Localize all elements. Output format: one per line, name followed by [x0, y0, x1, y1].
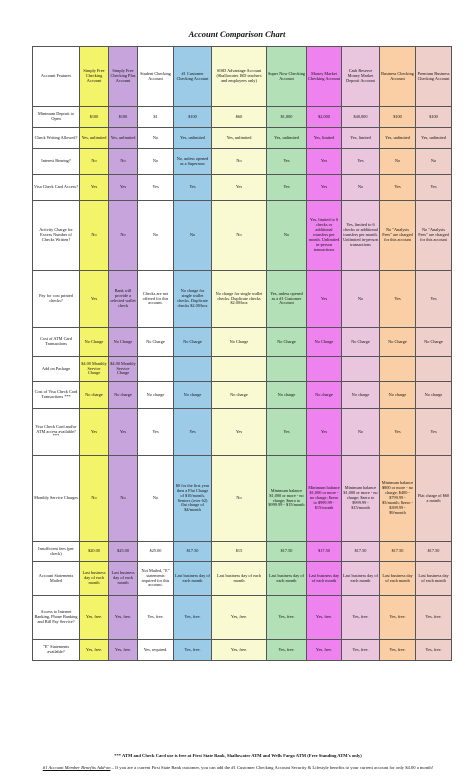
table-cell: No: [138, 149, 174, 175]
table-cell: Yes: [380, 271, 416, 328]
table-cell: Yes: [380, 175, 416, 201]
row-label: Minimum Deposit to Open: [33, 107, 80, 128]
table-cell: Last business day of each month: [380, 562, 416, 596]
page-title: Account Comparison Chart: [188, 29, 286, 39]
table-cell: Yes: [267, 149, 307, 175]
table-cell: No: [342, 175, 380, 201]
row-label: Add on Package: [33, 357, 80, 382]
table-cell: $100: [174, 107, 212, 128]
table-cell: Yes, free.: [380, 596, 416, 640]
table-cell: No: [174, 201, 212, 271]
table-cell: Last business day of each month: [174, 562, 212, 596]
row-label: Visa Check Card and/or ATM access available? ***: [33, 409, 80, 456]
table-cell: Yes: [342, 149, 380, 175]
table-cell: $4.00 Monthly Service Charge: [109, 357, 138, 382]
table-cell: Yes: [416, 271, 452, 328]
table-cell: Yes, required.: [138, 640, 174, 661]
table-cell: Yes: [138, 409, 174, 456]
table-row: [33, 107, 452, 128]
table-cell: No: [342, 409, 380, 456]
table-cell: $17.50: [416, 542, 452, 562]
table-cell: $4.00 Monthly Service Charge: [80, 357, 109, 382]
table-cell: $100: [109, 107, 138, 128]
column-header: Business Checking Account: [380, 47, 416, 107]
table-cell: Yes, free.: [307, 596, 342, 640]
table-cell: Yes, free.: [267, 596, 307, 640]
table-cell: $17.50: [307, 542, 342, 562]
column-header: Simply Free Checking Account: [80, 47, 109, 107]
table-row: [33, 562, 452, 596]
table-cell: No charge: [174, 382, 212, 409]
table-cell: Yes, unlimited: [80, 128, 109, 149]
table-cell: Yes: [212, 175, 267, 201]
table-cell: No Charge: [267, 328, 307, 357]
table-cell: $100: [380, 107, 416, 128]
table-cell: Yes, unlimited: [416, 128, 452, 149]
table-cell: [416, 357, 452, 382]
table-cell: Yes: [138, 175, 174, 201]
table-cell: No Charge: [342, 328, 380, 357]
table-cell: Yes, unlimited: [267, 128, 307, 149]
table-cell: [380, 357, 416, 382]
table-cell: No charge: [380, 382, 416, 409]
table-cell: [267, 357, 307, 382]
table-cell: Checks are not offered for this account.: [138, 271, 174, 328]
table-row: [33, 128, 452, 149]
table-cell: [307, 357, 342, 382]
table-cell: Yes, limited: [307, 128, 342, 149]
table-cell: Yes: [307, 175, 342, 201]
table-cell: Yes: [307, 409, 342, 456]
table-cell: Last business day of each month: [416, 562, 452, 596]
table-cell: No: [80, 149, 109, 175]
table-cell: No: [138, 456, 174, 542]
table-cell: Yes: [307, 271, 342, 328]
table-cell: Bank will provide a selected wallet check: [109, 271, 138, 328]
table-cell: No: [267, 201, 307, 271]
table-cell: Not Mailed, "E" statements required for this account.: [138, 562, 174, 596]
table-cell: Last business day of each month: [307, 562, 342, 596]
table-cell: Yes, free.: [109, 596, 138, 640]
row-label: Visa Check Card Access?: [33, 175, 80, 201]
table-cell: No: [80, 201, 109, 271]
table-cell: [138, 357, 174, 382]
table-cell: [212, 357, 267, 382]
table-cell: Yes: [80, 175, 109, 201]
table-cell: No: [212, 201, 267, 271]
column-header-features: Account Features: [33, 47, 80, 107]
table-cell: No charge: [307, 382, 342, 409]
table-cell: No Charge: [416, 328, 452, 357]
table-cell: No Charge: [380, 328, 416, 357]
table-cell: No "Analysis Fees" are charged for this account: [416, 201, 452, 271]
row-label: Access to Internet Banking, Phone Banking and Bill Pay Service?: [33, 596, 80, 640]
table-cell: No charge for single wallet checks. Duplicate checks $2.00/box: [212, 271, 267, 328]
table-row: [33, 409, 452, 456]
row-label: Monthly Service Charges: [33, 456, 80, 542]
table-cell: [342, 357, 380, 382]
column-header: Cash Reserve Money Market Deposit Account: [342, 47, 380, 107]
column-header: Premium Business Checking Account: [416, 47, 452, 107]
table-cell: Yes, limited: [342, 128, 380, 149]
row-label: Pay for cost printed checks?: [33, 271, 80, 328]
table-cell: Yes: [109, 175, 138, 201]
table-cell: Yes, limited to 6 checks or additional transfers per month. Unlimited in-person transactions: [342, 201, 380, 271]
footnote-atm: *** ATM and Check Card use is free at First State Bank, Shallowater ATM and Wells Fargo ATM (Free Standing ATM's only): [114, 753, 362, 758]
column-header: SISD Advantage Account (Shallowater ISD teachers and employees only): [212, 47, 267, 107]
table-row: [33, 382, 452, 409]
table-cell: No: [138, 128, 174, 149]
table-cell: No: [416, 149, 452, 175]
table-row: [33, 201, 452, 271]
table-cell: Yes, free.: [174, 596, 212, 640]
table-cell: $1: [138, 107, 174, 128]
table-cell: [174, 357, 212, 382]
comparison-table: [32, 46, 452, 661]
table-cell: Minimum balance $800 or more - no charge; $400 - $799.99 - $5/month; $zero - $399.99 - $9/month: [380, 456, 416, 542]
table-cell: $1,000: [267, 107, 307, 128]
table-cell: No Charge: [307, 328, 342, 357]
table-cell: No: [138, 201, 174, 271]
table-cell: $25.00: [109, 542, 138, 562]
table-cell: Yes: [80, 409, 109, 456]
table-cell: Yes, free.: [174, 640, 212, 661]
row-label: Insufficient fees (per check): [33, 542, 80, 562]
table-cell: Yes: [416, 175, 452, 201]
table-row: [33, 596, 452, 640]
table-cell: No: [342, 271, 380, 328]
table-cell: No charge: [416, 382, 452, 409]
table-cell: Yes, free.: [80, 640, 109, 661]
row-label: "E" Statements available?: [33, 640, 80, 661]
table-cell: Yes, free.: [380, 640, 416, 661]
column-header: Student Checking Account: [138, 47, 174, 107]
table-cell: Last business day of each month: [80, 562, 109, 596]
table-cell: No Charge: [109, 328, 138, 357]
table-cell: No: [109, 149, 138, 175]
table-row: [33, 149, 452, 175]
table-cell: No: [109, 456, 138, 542]
table-cell: $17.50: [174, 542, 212, 562]
table-cell: Yes, free.: [342, 640, 380, 661]
table-cell: $15: [212, 542, 267, 562]
row-label: Cost of ATM Card Transactions: [33, 328, 80, 357]
column-header: #1 Customer Checking Account: [174, 47, 212, 107]
table-cell: No charge: [80, 382, 109, 409]
table-row: [33, 357, 452, 382]
table-row: [33, 271, 452, 328]
table-cell: Yes: [267, 175, 307, 201]
table-cell: $17.50: [380, 542, 416, 562]
table-cell: Yes: [174, 175, 212, 201]
table-cell: $60: [212, 107, 267, 128]
table-cell: $100: [416, 107, 452, 128]
header-row: [33, 47, 452, 107]
table-cell: Yes, unlimited: [109, 128, 138, 149]
footnote-benefits-text: – If you are a current First State Bank customer, you can add the #1 Customer Checking Account Security & Lifestyle benefits to your current account for only $4.00 a month!: [110, 765, 434, 770]
table-cell: Yes: [416, 409, 452, 456]
row-label: Activity Charge for Excess Number of Checks Written?: [33, 201, 80, 271]
table-cell: No, unless opened as a Supernow: [174, 149, 212, 175]
table-cell: No Charge: [174, 328, 212, 357]
table-row: [33, 640, 452, 661]
table-cell: Yes: [174, 409, 212, 456]
table-row: [33, 456, 452, 542]
column-header: Money Market Checking Account: [307, 47, 342, 107]
table-cell: $20.00: [80, 542, 109, 562]
column-header: Super Now Checking Account: [267, 47, 307, 107]
table-cell: Yes, limited to 6 checks or additional transfers per month. Unlimited in-person transactions: [307, 201, 342, 271]
row-label: Check Writing Allowed?: [33, 128, 80, 149]
table-cell: $0 for the first year then a Flat Charge of $10/month, Seniors (over 62) flat charge of $4/month: [174, 456, 212, 542]
table-row: [33, 175, 452, 201]
table-cell: $17.50: [267, 542, 307, 562]
table-cell: Minimum balance $1,000 or more - no charge; $zero to $999.99 - $15/month: [342, 456, 380, 542]
table-cell: Yes, free.: [307, 640, 342, 661]
row-label: Cost of Visa Check Card Transactions ***: [33, 382, 80, 409]
table-cell: Minimum balance $1,000 or more - no charge; $zero to $999.99 - $15/month: [267, 456, 307, 542]
footnote-benefits: [24, 765, 452, 771]
table-cell: Minimum balance $1,000 or more - no charge; $zero to $999.99 - $15/month: [307, 456, 342, 542]
table-cell: No: [109, 201, 138, 271]
table-cell: No: [80, 456, 109, 542]
table-row: [33, 542, 452, 562]
table-cell: Yes, unlimited: [174, 128, 212, 149]
table-cell: Yes: [212, 409, 267, 456]
table-cell: No charge: [109, 382, 138, 409]
row-label: Interest Bearing?: [33, 149, 80, 175]
table-cell: $100: [80, 107, 109, 128]
table-cell: Yes, unlimited: [212, 128, 267, 149]
table-cell: Yes: [267, 409, 307, 456]
table-cell: $17.50: [342, 542, 380, 562]
table-cell: No charge: [267, 382, 307, 409]
table-cell: No Charge: [138, 328, 174, 357]
table-cell: Last business day of each month: [109, 562, 138, 596]
table-cell: Yes, free.: [212, 640, 267, 661]
table-cell: Yes, free.: [138, 596, 174, 640]
table-cell: Yes, free.: [416, 596, 452, 640]
table-cell: Yes, free.: [212, 596, 267, 640]
table-cell: Flat charge of $60 a month: [416, 456, 452, 542]
table-cell: Yes, free.: [416, 640, 452, 661]
table-cell: No Charge: [80, 328, 109, 357]
table-cell: $2,000: [307, 107, 342, 128]
table-cell: Yes, unless opened as a #1 Customer Account: [267, 271, 307, 328]
table-cell: No charge: [138, 382, 174, 409]
table-cell: No: [380, 149, 416, 175]
table-cell: Yes, free.: [109, 640, 138, 661]
table-cell: No "Analysis Fees" are charged for this account: [380, 201, 416, 271]
table-cell: $25.00: [138, 542, 174, 562]
footnote-benefits-lead: #1 Account Member Benefits Add-on: [42, 765, 111, 770]
table-cell: No charge for single wallet checks. Duplicate checks $2.00/box: [174, 271, 212, 328]
table-cell: Last business day of each month: [267, 562, 307, 596]
table-cell: $40,000: [342, 107, 380, 128]
table-cell: Yes, free.: [267, 640, 307, 661]
table-cell: Yes: [307, 149, 342, 175]
table-cell: Last business day of each month: [212, 562, 267, 596]
table-cell: Last business day of each month: [342, 562, 380, 596]
table-cell: Yes: [380, 409, 416, 456]
table-cell: No charge: [212, 382, 267, 409]
table-cell: Yes: [109, 409, 138, 456]
table-row: [33, 328, 452, 357]
table-cell: No Charge: [212, 328, 267, 357]
table-cell: Yes: [80, 271, 109, 328]
column-header: Simply Free Checking Plus Account: [109, 47, 138, 107]
table-cell: No charge: [342, 382, 380, 409]
table-cell: Yes, unlimited: [380, 128, 416, 149]
row-label: Account Statements Mailed: [33, 562, 80, 596]
table-cell: Yes, free.: [342, 596, 380, 640]
table-cell: No: [212, 149, 267, 175]
table-cell: No: [212, 456, 267, 542]
table-cell: Yes, free.: [80, 596, 109, 640]
